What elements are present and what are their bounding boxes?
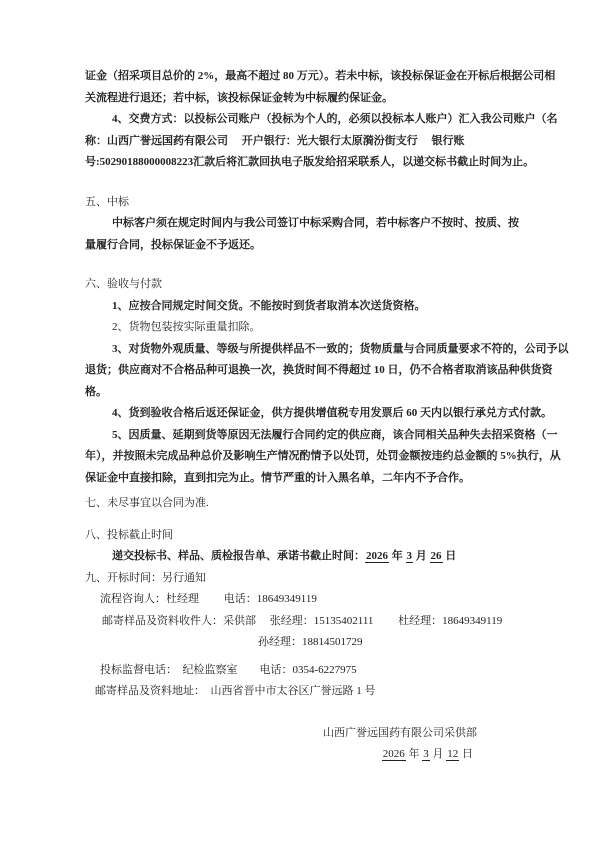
deadline-year: 2026 xyxy=(366,550,388,562)
signature-date-line xyxy=(85,744,525,766)
section-5-heading: 五、中标 xyxy=(85,195,129,208)
signature-company: 山西广誉远国药有限公司采供部 xyxy=(323,726,477,739)
section-6-item-3-line3: 格。 xyxy=(85,385,107,398)
process-consultant-line: 流程咨询人：杜经理 电话：18649349119 xyxy=(100,593,317,605)
section-6-item-5-line3: 保证金中直接扣除，直到扣完为止。情节严重的计入黑名单，二年内不予合作。 xyxy=(85,471,470,484)
deposit-paragraph-continued-line2: 关流程进行退还；若中标，该投标保证金转为中标履约保证金。 xyxy=(85,91,393,104)
section-6-heading: 六、验收与付款 xyxy=(85,278,162,290)
deadline-year-unit: 年 xyxy=(389,550,406,562)
submission-deadline-line xyxy=(85,546,525,568)
section-6-item-5-line1: 5、因质量、延期到货等原因无法履行合同约定的供应商，该合同相关品种失去招采资格（一 xyxy=(112,428,558,441)
section-8-heading: 八、投标截止时间 xyxy=(85,528,173,541)
section-6-item-2: 2、货物包装按实际重量扣除。 xyxy=(112,321,261,333)
payment-method-item-line1: 4、交费方式：以投标公司账户（投标为个人的，必须以投标本人账户）汇入我公司账户（名 xyxy=(112,113,558,125)
section-7-heading: 七、未尽事宜以合同为准. xyxy=(85,497,209,509)
deadline-prefix: 递交投标书、样品、质检报告单、承诺书截止时间： xyxy=(112,550,365,562)
section-6-item-1: 1、应按合同规定时间交货。不能按时到货者取消本次送货资格。 xyxy=(112,299,426,312)
payment-method-item-line3: 号:50290188000008223汇款后将汇款回执电子版发给招采联系人，以递交标书截止时间为止。 xyxy=(85,156,535,168)
sign-year-unit: 年 xyxy=(405,748,423,760)
section-6-item-4: 4、货到验收合格后返还保证金，供方提供增值税专用发票后 60 天内以银行承兑方式付款。 xyxy=(112,407,552,419)
section-6-item-3-line2: 退货；供应商对不合格品种可退换一次，换货时间不得超过 10 日，仍不合格者取消该品种供货资 xyxy=(85,364,553,376)
supervision-phone-line: 投标监督电话： 纪检监察室 电话：0354-6227975 xyxy=(100,663,357,676)
section-5-body-line2: 量履行合同，投标保证金不予返还。 xyxy=(85,238,261,251)
deadline-day: 26 xyxy=(430,550,442,562)
deposit-paragraph-continued-line1: 证金（招采项目总价的 2%，最高不超过 80 万元）。若未中标，该投标保证金在开标后根据公司相 xyxy=(85,70,556,82)
manager-sun-contact-line: 孙经理：18814501729 xyxy=(258,636,363,648)
section-9-heading: 九、开标时间：另行通知 xyxy=(85,571,206,584)
section-6-item-5-line2: 年），并按照未完成品种总价及影响生产情况酌情予以处罚，处罚金额按违约总金额的 5%执行，从 xyxy=(85,450,561,462)
sign-month: 3 xyxy=(423,748,429,760)
deadline-month-unit: 月 xyxy=(413,550,430,562)
payment-method-item-line2: 称：山西广誉远国药有限公司 开户银行：光大银行太原漪汾街支行 银行账 xyxy=(85,134,465,147)
sign-month-unit: 月 xyxy=(429,748,447,760)
section-6-item-3-line1: 3、对货物外观质量、等级与所提供样品不一致的；货物质量与合同质量要求不符的，公司予以 xyxy=(112,342,569,355)
mailing-address-line: 邮寄样品及资料地址： 山西省晋中市太谷区广誉远路 1 号 xyxy=(95,685,376,697)
sample-recipient-line: 邮寄样品及资料收件人：采供部 张经理：15135402111 杜经理：18649349119 xyxy=(102,614,503,627)
sign-day: 12 xyxy=(447,748,459,760)
sign-day-unit: 日 xyxy=(459,748,473,760)
deadline-day-unit: 日 xyxy=(442,550,457,562)
deadline-month: 3 xyxy=(406,550,412,562)
sign-year: 2026 xyxy=(382,748,405,760)
section-5-body-line1: 中标客户须在规定时间内与我公司签订中标采购合同，若中标客户不按时、按质、按 xyxy=(112,217,519,229)
